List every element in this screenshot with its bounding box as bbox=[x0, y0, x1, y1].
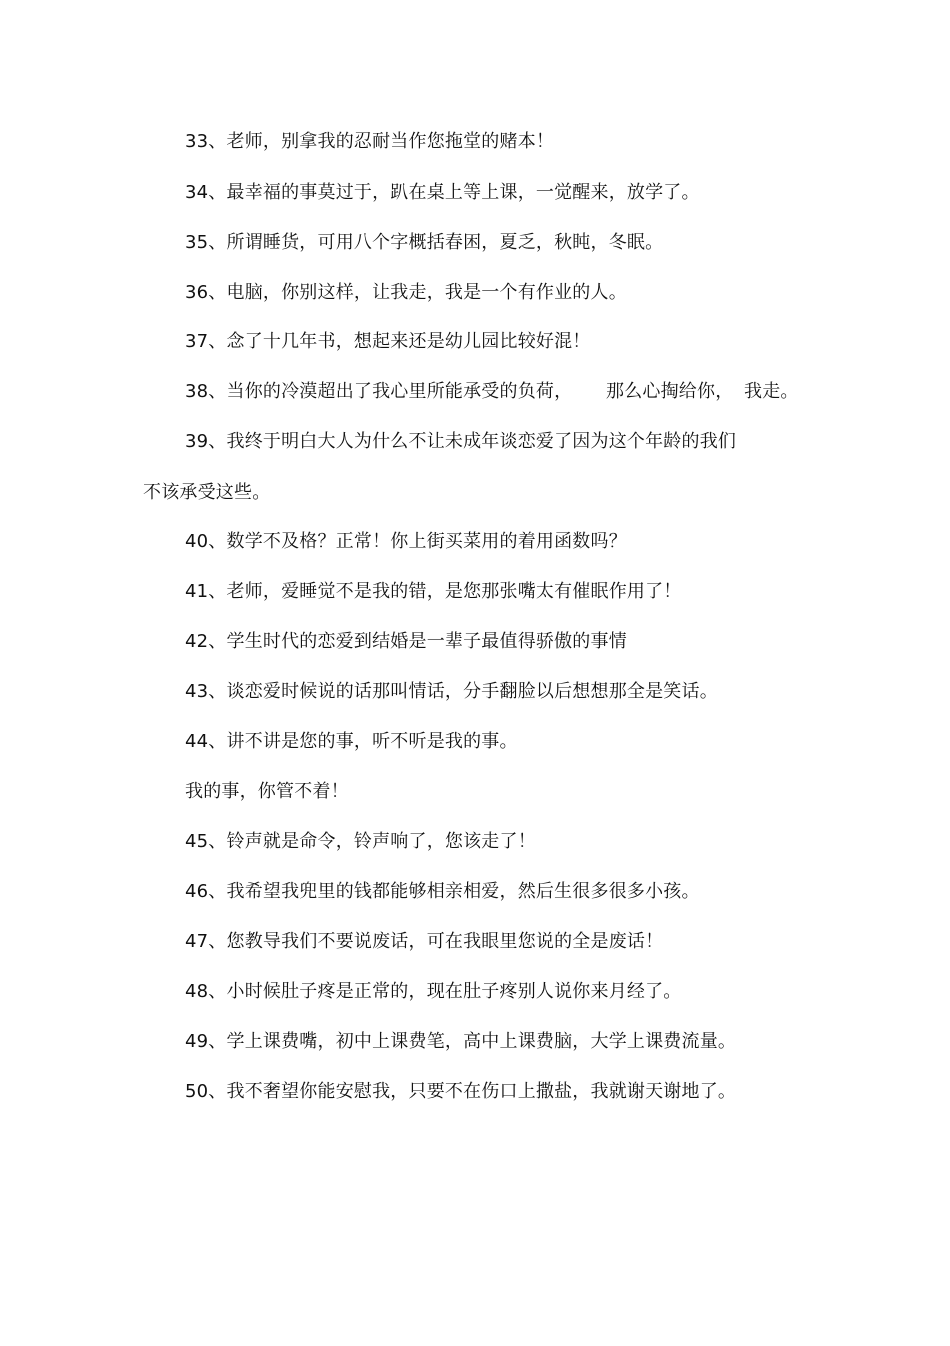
quote-44-line-2: 我的事，你管不着！ bbox=[185, 781, 349, 802]
quote-42: 42、学生时代的恋爱到结婚是一辈子最值得骄傲的事情 bbox=[185, 631, 627, 652]
quote-38-part-3: 我走。 bbox=[744, 381, 799, 402]
quote-33: 33、老师，别拿我的忍耐当作您拖堂的赌本！ bbox=[185, 131, 555, 152]
quote-39-line-2: 不该承受这些。 bbox=[143, 482, 271, 503]
quote-45: 45、铃声就是命令，铃声响了，您该走了！ bbox=[185, 831, 536, 852]
quote-39-line-1: 39、我终于明白大人为什么不让未成年谈恋爱了因为这个年龄的我们 bbox=[185, 431, 737, 452]
quote-50: 50、我不奢望你能安慰我，只要不在伤口上撒盐，我就谢天谢地了。 bbox=[185, 1081, 737, 1102]
quote-44-line-1: 44、讲不讲是您的事，听不听是我的事。 bbox=[185, 731, 518, 752]
quote-48: 48、小时候肚子疼是正常的，现在肚子疼别人说你来月经了。 bbox=[185, 981, 682, 1002]
quote-41: 41、老师，爱睡觉不是我的错，是您那张嘴太有催眠作用了！ bbox=[185, 581, 682, 602]
quote-49: 49、学上课费嘴，初中上课费笔，高中上课费脑，大学上课费流量。 bbox=[185, 1031, 737, 1052]
quote-34: 34、最幸福的事莫过于，趴在桌上等上课，一觉醒来，放学了。 bbox=[185, 182, 700, 203]
quote-37: 37、念了十几年书，想起来还是幼儿园比较好混！ bbox=[185, 331, 591, 352]
quote-47: 47、您教导我们不要说废话，可在我眼里您说的全是废话！ bbox=[185, 931, 664, 952]
quote-38-part-2: 那么心掏给你， bbox=[606, 381, 734, 402]
quote-38-part-1: 38、当你的冷漠超出了我心里所能承受的负荷， bbox=[185, 381, 573, 402]
quote-43: 43、谈恋爱时候说的话那叫情话，分手翻脸以后想想那全是笑话。 bbox=[185, 681, 718, 702]
quote-36: 36、电脑，你别这样，让我走，我是一个有作业的人。 bbox=[185, 282, 627, 303]
quote-40: 40、数学不及格？正常！你上街买菜用的着用函数吗？ bbox=[185, 531, 627, 552]
quote-35: 35、所谓睡货，可用八个字概括春困，夏乏，秋盹，冬眠。 bbox=[185, 232, 664, 253]
quote-46: 46、我希望我兜里的钱都能够相亲相爱，然后生很多很多小孩。 bbox=[185, 881, 700, 902]
